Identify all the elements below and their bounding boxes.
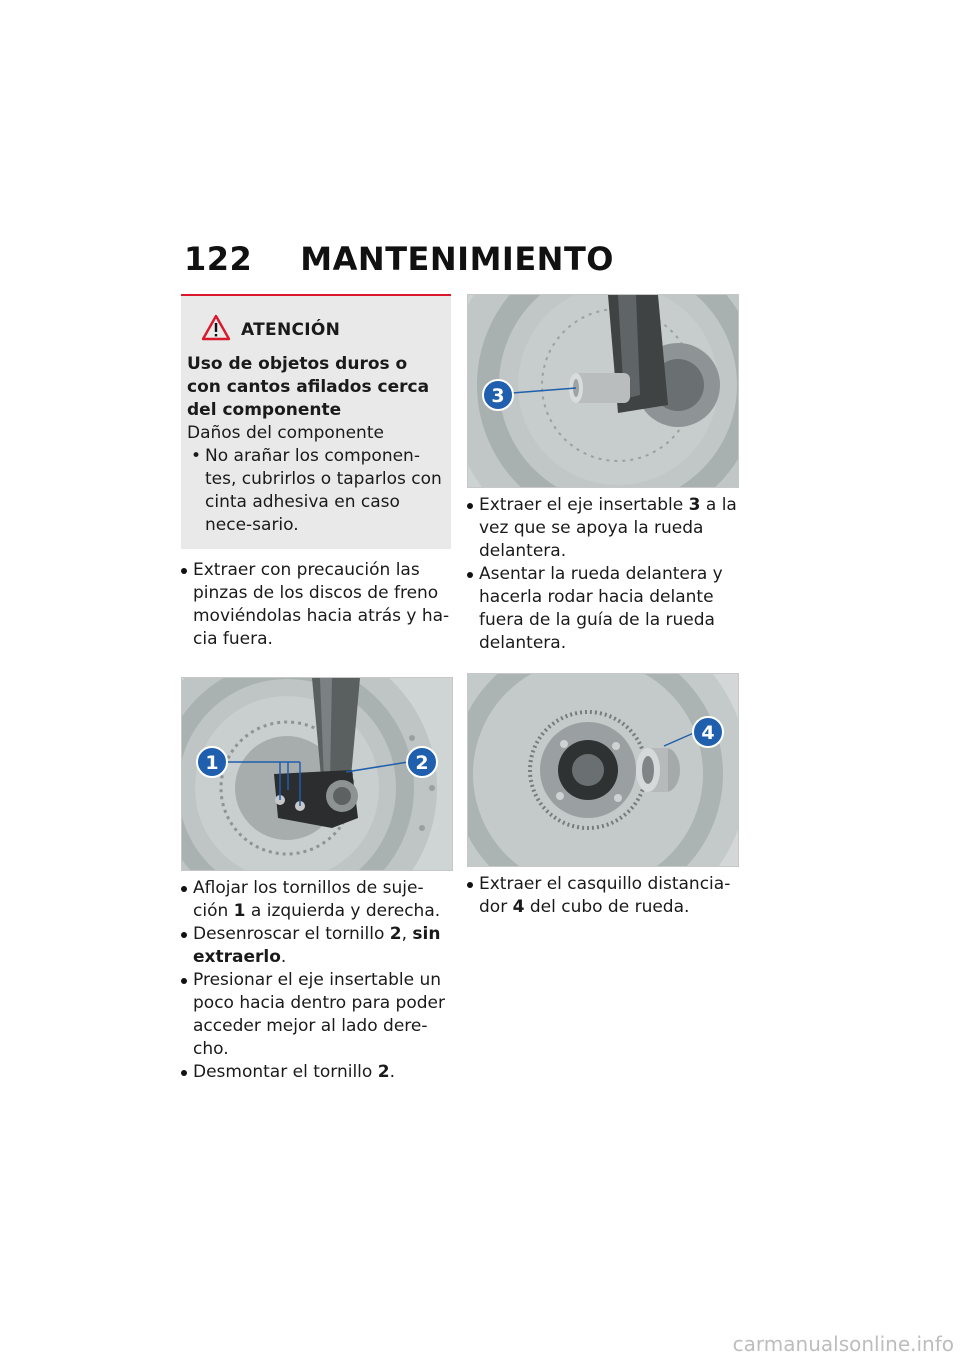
step-item: Extraer con precaución las pinzas de los discos de freno moviéndolas hacia atrás y ha-cia fuera. <box>181 559 451 651</box>
step-item: Desmontar el tornillo 2. <box>181 1061 451 1084</box>
warning-list-item: • No arañar los componen-tes, cubrirlos o taparlos con cinta adhesiva en caso nece-sario. <box>187 445 443 537</box>
page-header <box>184 240 614 278</box>
right-column <box>467 294 737 919</box>
step-item: Presionar el eje insertable un poco hacia dentro para poder acceder mejor al lado dere-cho. <box>181 969 451 1061</box>
figure-front-wheel-bolts <box>181 677 453 871</box>
warning-list <box>187 445 443 537</box>
warning-consequence: Daños del componente <box>187 423 384 443</box>
steps-list-3 <box>467 494 737 655</box>
warning-box <box>181 294 451 549</box>
callout-1: 1 <box>205 752 219 774</box>
step-item: Aflojar los tornillos de suje-ción 1 a izquierda y derecha. <box>181 877 451 923</box>
figure-axle-removal <box>467 294 739 488</box>
left-column <box>181 294 451 1084</box>
figure-spacer-bushing <box>467 673 739 867</box>
step-item: Extraer el eje insertable 3 a la vez que se apoya la rueda delantera. <box>467 494 737 563</box>
callout-2: 2 <box>415 752 429 774</box>
steps-list-2 <box>181 877 451 1084</box>
warning-triangle-icon <box>201 314 231 345</box>
warning-label: ATENCIÓN <box>241 319 341 340</box>
callout-3: 3 <box>491 385 505 407</box>
watermark: carmanualsonline.info <box>732 1332 954 1356</box>
step-item: Asentar la rueda delantera y hacerla rodar hacia delante fuera de la guía de la rueda delantera. <box>467 563 737 655</box>
callout-4: 4 <box>701 722 715 744</box>
warning-title: Uso de objetos duros o con cantos afilados cerca del componente <box>187 354 430 420</box>
page-number: 122 <box>184 240 253 278</box>
steps-list-4 <box>467 873 737 919</box>
steps-list-1 <box>181 559 451 651</box>
step-item: Desenroscar el tornillo 2, sin extraerlo. <box>181 923 451 969</box>
warning-header <box>201 314 443 345</box>
step-item: Extraer el casquillo distancia-dor 4 del cubo de rueda. <box>467 873 737 919</box>
section-title: MANTENIMIENTO <box>300 240 614 278</box>
